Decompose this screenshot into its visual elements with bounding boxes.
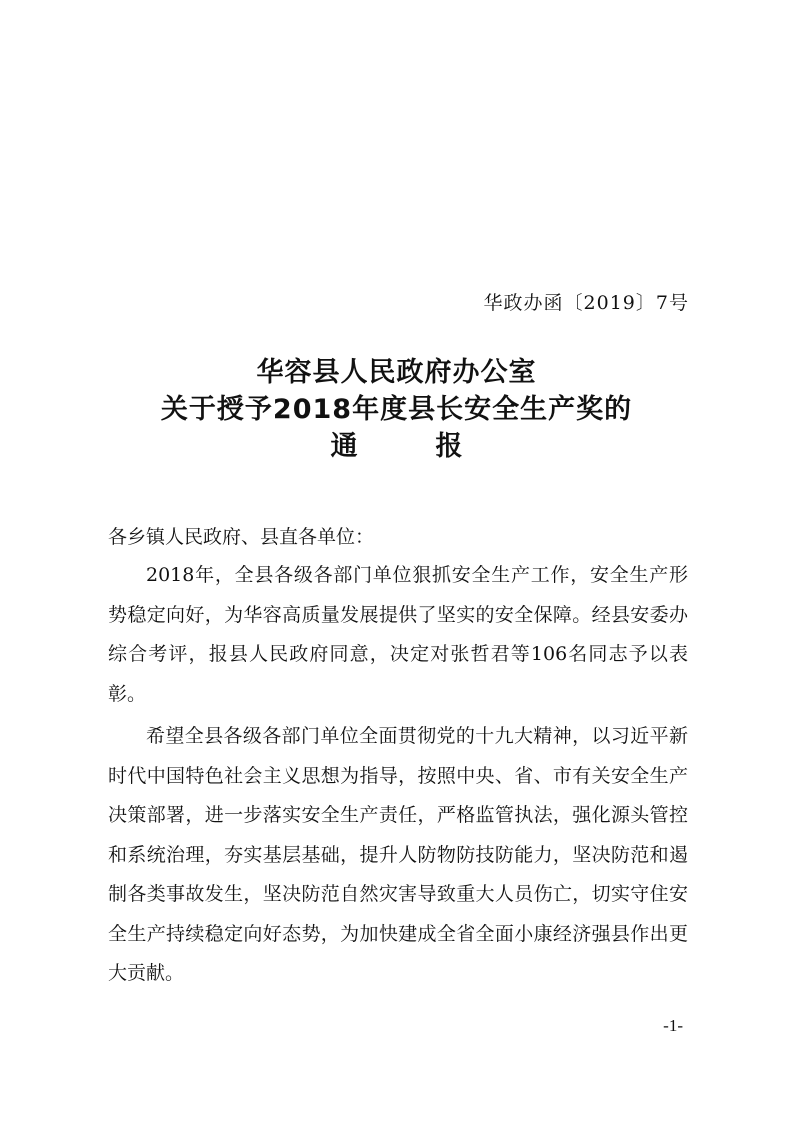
document-title (0, 354, 793, 465)
title-word-tong: 通 (330, 431, 358, 462)
title-line-2: 关于授予2018年度县长安全生产奖的 (160, 394, 633, 425)
salutation: 各乡镇人民政府、县直各单位： (108, 526, 375, 548)
paragraph-2: 希望全县各级各部门单位全面贯彻党的十九大精神，以习近平新时代中国特色社会主义思想为指导，按照中央、省、市有关安全生产决策部署，进一步落实安全生产责任，严格监管执法，强化源头管控和系统治理，夯实基层基础，提升人防物防技防能力，坚决防范和遏制各类事故发生，坚决防范自然灾害导致重大人员伤亡，切实守住安全生产持续稳定向好态势，为加快建成全省全面小康经济强县作出更大贡献。 (108, 725, 688, 984)
document-number: 华政办函〔2019〕7号 (483, 292, 689, 314)
title-line-1: 华容县人民政府办公室 (256, 357, 537, 388)
title-line-3 (0, 428, 793, 465)
title-word-bao: 报 (435, 431, 463, 462)
page-number: -1- (663, 1016, 683, 1035)
paragraph-1: 2018年，全县各级各部门单位狠抓安全生产工作，安全生产形势稳定向好，为华容高质量发展提供了坚实的安全保障。经县安委办综合考评，报县人民政府同意，决定对张哲君等106名同志予以表彰。 (108, 564, 688, 705)
